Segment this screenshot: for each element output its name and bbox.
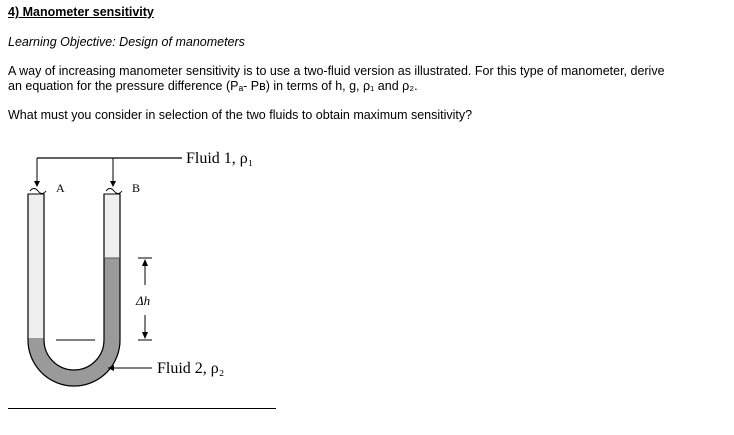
break-symbol-a xyxy=(30,189,46,194)
dim-arrow-up-icon xyxy=(142,259,148,266)
delta-h-label: Δh xyxy=(136,293,151,308)
arrow-a-icon xyxy=(34,181,40,187)
arrow-b-icon xyxy=(110,181,116,187)
fluid-1-label: Fluid 1, ρ₁ xyxy=(186,150,254,167)
fluid-2-label: Fluid 2, ρ₂ xyxy=(157,360,225,377)
manometer-diagram xyxy=(0,140,300,390)
label-a: A xyxy=(56,181,65,195)
label-b: B xyxy=(132,181,141,195)
bottom-rule xyxy=(8,408,276,409)
break-symbol-b xyxy=(106,189,122,194)
dim-arrow-down-icon xyxy=(142,332,148,339)
learning-objective: Learning Objective: Design of manometers xyxy=(8,35,245,49)
page-title: 4) Manometer sensitivity xyxy=(8,5,154,19)
problem-question: What must you consider in selection of the two fluids to obtain maximum sensitivity? xyxy=(8,108,473,122)
problem-text-line-1: A way of increasing manometer sensitivity is to use a two-fluid version as illustrated. For this type of manometer, derive xyxy=(8,64,665,78)
problem-text-line-2: an equation for the pressure difference (Pₐ- Pʙ) in terms of h, g, ρ₁ and ρ₂. xyxy=(8,79,418,93)
